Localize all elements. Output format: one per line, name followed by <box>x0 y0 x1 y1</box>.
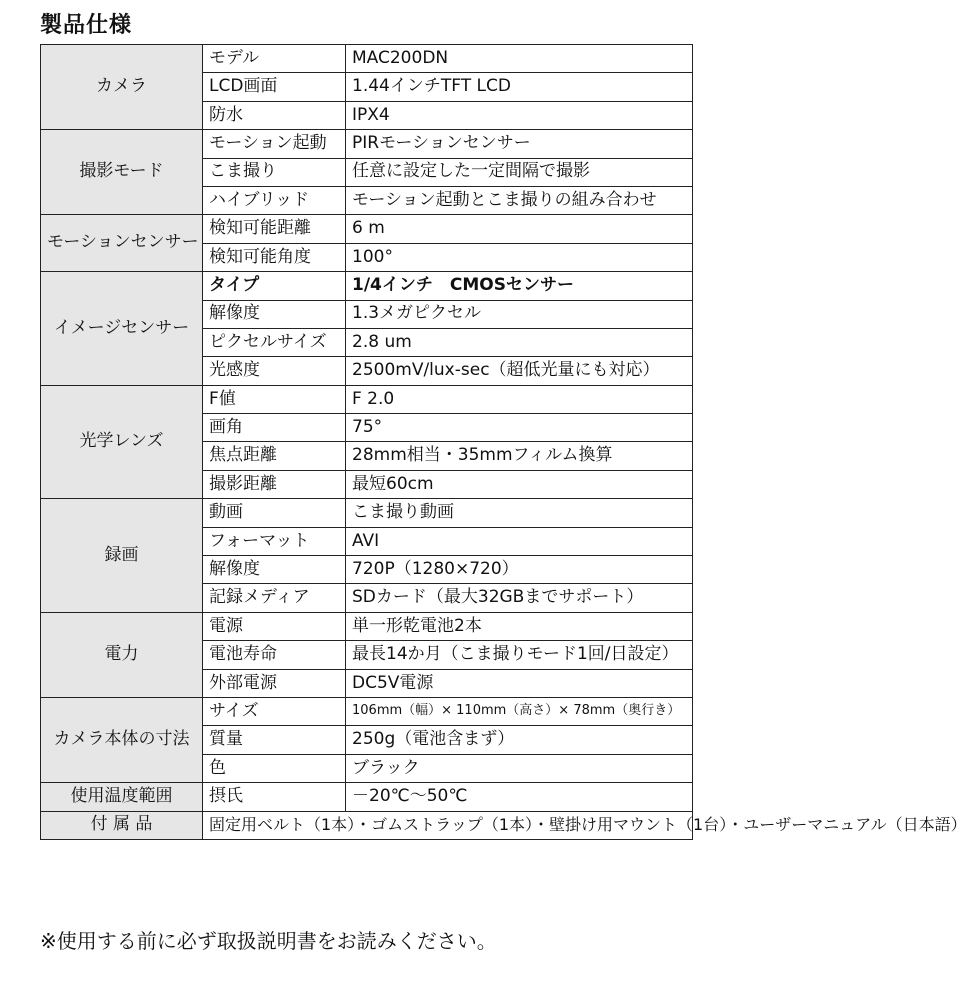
spec-item: 電源 <box>203 612 346 640</box>
spec-value: －20℃～50℃ <box>346 783 693 811</box>
spec-item: 検知可能距離 <box>203 215 346 243</box>
category-recording: 録画 <box>41 499 203 613</box>
category-accessories: 付 属 品 <box>41 811 203 839</box>
spec-item: ハイブリッド <box>203 186 346 214</box>
spec-value: 6 m <box>346 215 693 243</box>
spec-value: 1.44インチTFT LCD <box>346 73 693 101</box>
spec-item: サイズ <box>203 697 346 725</box>
spec-value: 75° <box>346 414 693 442</box>
category-operating-temperature: 使用温度範囲 <box>41 783 203 811</box>
table-row <box>41 697 693 725</box>
spec-item: LCD画面 <box>203 73 346 101</box>
table-row <box>41 385 693 413</box>
spec-item: 光感度 <box>203 357 346 385</box>
spec-item: 色 <box>203 754 346 782</box>
spec-value: 任意に設定した一定間隔で撮影 <box>346 158 693 186</box>
spec-item: 記録メディア <box>203 584 346 612</box>
spec-item: 外部電源 <box>203 669 346 697</box>
spec-item: 検知可能角度 <box>203 243 346 271</box>
spec-item: モデル <box>203 45 346 73</box>
category-dimensions: カメラ本体の寸法 <box>41 697 203 782</box>
spec-item: F値 <box>203 385 346 413</box>
spec-value: 2.8 um <box>346 328 693 356</box>
spec-value: 単一形乾電池2本 <box>346 612 693 640</box>
table-row <box>41 783 693 811</box>
spec-item: モーション起動 <box>203 130 346 158</box>
spec-value: F 2.0 <box>346 385 693 413</box>
table-row <box>41 499 693 527</box>
table-row <box>41 272 693 300</box>
spec-value: モーション起動とこま撮りの組み合わせ <box>346 186 693 214</box>
spec-item: こま撮り <box>203 158 346 186</box>
spec-value: 106mm（幅）× 110mm（高さ）× 78mm（奥行き） <box>346 697 693 725</box>
spec-item: 撮影距離 <box>203 470 346 498</box>
spec-value: 1/4インチ CMOSセンサー <box>346 272 693 300</box>
spec-item: 画角 <box>203 414 346 442</box>
spec-item: ピクセルサイズ <box>203 328 346 356</box>
spec-value: 720P（1280×720） <box>346 556 693 584</box>
spec-value: 最短60cm <box>346 470 693 498</box>
category-shooting-mode: 撮影モード <box>41 130 203 215</box>
category-image-sensor: イメージセンサー <box>41 272 203 386</box>
spec-item: 防水 <box>203 101 346 129</box>
spec-item: フォーマット <box>203 527 346 555</box>
table-row <box>41 130 693 158</box>
spec-item: 解像度 <box>203 556 346 584</box>
category-camera: カメラ <box>41 45 203 130</box>
spec-value: こま撮り動画 <box>346 499 693 527</box>
category-motion-sensor: モーションセンサー <box>41 215 203 272</box>
spec-item: 解像度 <box>203 300 346 328</box>
table-row <box>41 811 693 839</box>
table-row <box>41 612 693 640</box>
spec-item: 電池寿命 <box>203 641 346 669</box>
spec-value: IPX4 <box>346 101 693 129</box>
usage-note: ※使用する前に必ず取扱説明書をお読みください。 <box>40 929 497 953</box>
spec-item: 質量 <box>203 726 346 754</box>
spec-value: DC5V電源 <box>346 669 693 697</box>
spec-item: 焦点距離 <box>203 442 346 470</box>
spec-item: タイプ <box>203 272 346 300</box>
spec-value: 250g（電池含まず） <box>346 726 693 754</box>
spec-value: 100° <box>346 243 693 271</box>
category-power: 電力 <box>41 612 203 697</box>
accessories-value: 固定用ベルト（1本）・ゴムストラップ（1本）・壁掛け用マウント（1台）・ユーザーマニュアル（日本語） <box>203 811 693 839</box>
spec-table <box>40 44 967 840</box>
spec-value: SDカード（最大32GBまでサポート） <box>346 584 693 612</box>
spec-value: 2500mV/lux-sec（超低光量にも対応） <box>346 357 693 385</box>
spec-item: 動画 <box>203 499 346 527</box>
page-title: 製品仕様 <box>40 13 133 38</box>
table-row <box>41 215 693 243</box>
spec-value: PIRモーションセンサー <box>346 130 693 158</box>
spec-value: 28mm相当・35mmフィルム換算 <box>346 442 693 470</box>
spec-value: 最長14か月（こま撮りモード1回/日設定） <box>346 641 693 669</box>
spec-value: AVI <box>346 527 693 555</box>
spec-value: 1.3メガピクセル <box>346 300 693 328</box>
table-row <box>41 45 693 73</box>
spec-value: ブラック <box>346 754 693 782</box>
category-optical-lens: 光学レンズ <box>41 385 203 499</box>
spec-item: 摂氏 <box>203 783 346 811</box>
spec-value: MAC200DN <box>346 45 693 73</box>
